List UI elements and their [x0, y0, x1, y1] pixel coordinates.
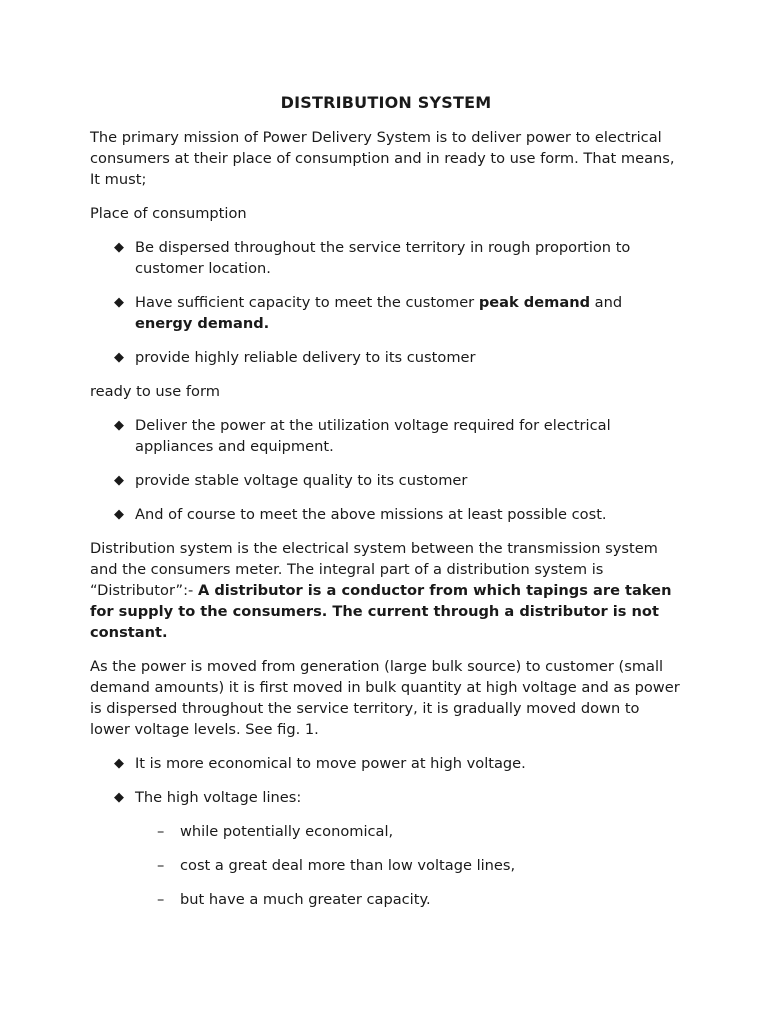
diamond-bullet-icon: ◆ — [114, 295, 124, 310]
list-item-text: Be dispersed throughout the service territory in rough proportion to customer location. — [135, 239, 631, 277]
list-item — [90, 787, 682, 808]
list-item-text: Have sufficient capacity to meet the customer — [135, 294, 479, 311]
document-page — [90, 92, 682, 923]
emphasis-text: peak demand — [478, 294, 591, 311]
list-item — [90, 292, 682, 334]
list-item — [90, 504, 682, 525]
place-section-label: Place of consumption — [90, 205, 247, 222]
diamond-bullet-icon: ◆ — [114, 240, 124, 255]
list-item-text: provide highly reliable delivery to its customer — [135, 349, 476, 366]
diamond-bullet-icon: ◆ — [114, 418, 124, 433]
list-item — [90, 237, 682, 279]
high-voltage-sub-list — [90, 821, 682, 910]
sub-list-item — [90, 821, 682, 842]
list-item-text: Deliver the power at the utilization voltage required for electrical appliances and equipment. — [135, 417, 611, 455]
sub-list-item-text: cost a great deal more than low voltage lines, — [180, 857, 516, 874]
paragraph-text: Distribution system is the electrical system between the transmission system and the consumers meter. The integral part of a distribution system is “Distributor”:- — [90, 540, 658, 599]
power-flow-paragraph: As the power is moved from generation (large bulk source) to customer (small demand amounts) it is first moved in bulk quantity at high voltage and as power is dispersed throughout the service territory, it is gradually moved down to lower voltage levels. See fig. 1. — [90, 658, 680, 738]
ready-section-label: ready to use form — [90, 383, 220, 400]
list-item — [90, 470, 682, 491]
voltage-bullet-list — [90, 753, 682, 808]
diamond-bullet-icon: ◆ — [114, 507, 124, 522]
sub-list-item — [90, 855, 682, 876]
sub-list-item — [90, 889, 682, 910]
diamond-bullet-icon: ◆ — [114, 790, 124, 805]
document-title: DISTRIBUTION SYSTEM — [280, 93, 492, 112]
emphasis-text: energy demand. — [135, 315, 270, 332]
dash-bullet-icon: – — [157, 857, 165, 874]
list-item-text: provide stable voltage quality to its customer — [135, 472, 468, 489]
intro-paragraph: The primary mission of Power Delivery System is to deliver power to electrical consumers at their place of consumption and in ready to use form. That means, It must; — [90, 129, 675, 188]
list-item-text: It is more economical to move power at high voltage. — [135, 755, 526, 772]
list-item-text: The high voltage lines: — [135, 789, 302, 806]
diamond-bullet-icon: ◆ — [114, 473, 124, 488]
diamond-bullet-icon: ◆ — [114, 756, 124, 771]
place-bullet-list — [90, 237, 682, 368]
list-item — [90, 753, 682, 774]
list-item-text: And of course to meet the above missions at least possible cost. — [135, 506, 607, 523]
dash-bullet-icon: – — [157, 823, 165, 840]
distribution-paragraph — [90, 538, 682, 643]
list-item-text: and — [590, 294, 623, 311]
diamond-bullet-icon: ◆ — [114, 350, 124, 365]
ready-bullet-list — [90, 415, 682, 525]
sub-list-item-text: but have a much greater capacity. — [180, 891, 431, 908]
dash-bullet-icon: – — [157, 891, 165, 908]
distributor-definition: A distributor is a conductor from which tapings are taken for supply to the consumers. The current through a distributor is not constant. — [90, 582, 672, 641]
sub-list-item-text: while potentially economical, — [180, 823, 394, 840]
list-item — [90, 415, 682, 457]
list-item — [90, 347, 682, 368]
